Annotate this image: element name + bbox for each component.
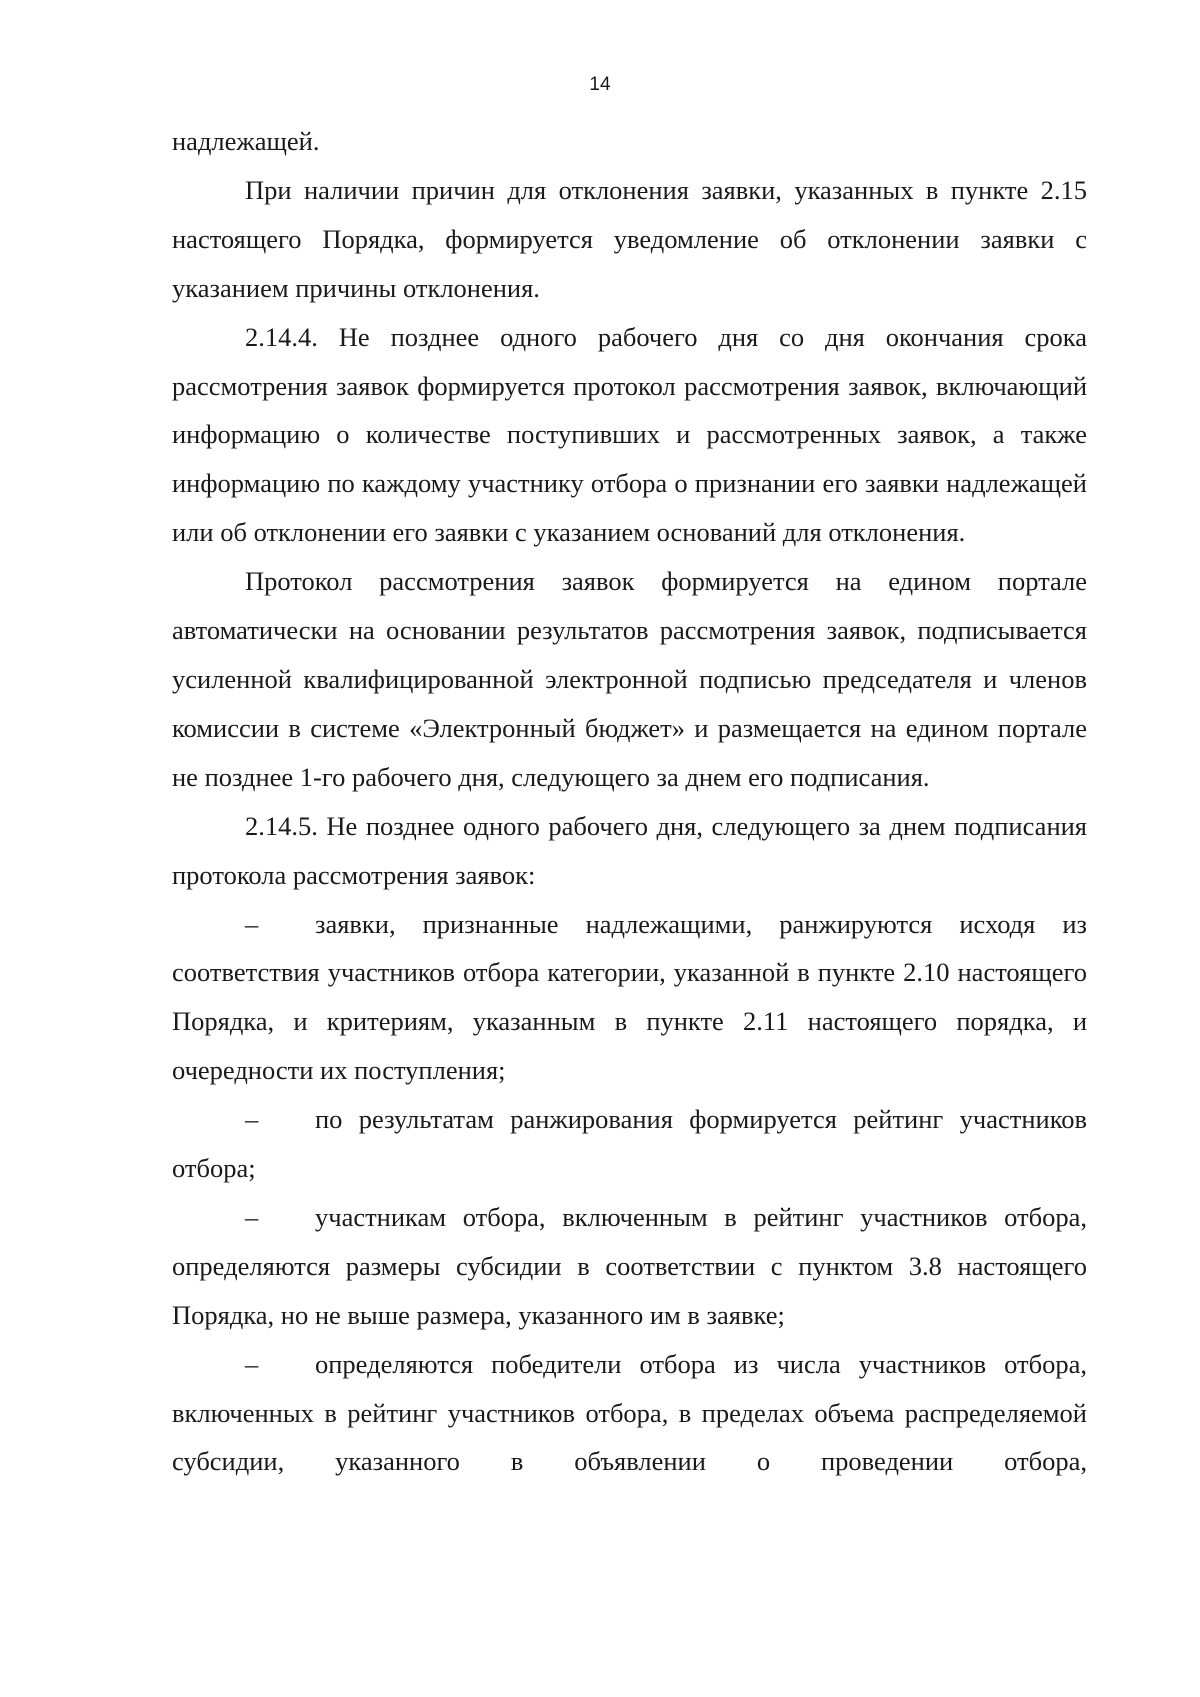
list-item-text: заявки, признанные надлежащими, ранжируются исходя из соответствия участников отбора категории, указанной в пункте 2.10 настоящего Порядка, и критериям, указанным в пункте 2.11 настоящего порядка, и очередности их поступления; [172, 908, 1087, 1086]
paragraph-protocol: Протокол рассмотрения заявок формируется на едином портале автоматически на основании результатов рассмотрения заявок, подписывается усиленной квалифицированной электронной подписью председателя и членов комиссии в системе «Электронный бюджет» и размещается на едином портале не позднее 1-го рабочего дня, следующего за днем его подписания. [172, 566, 1087, 792]
list-item-ranking [172, 900, 1087, 1096]
paragraph-continuation: надлежащей. [172, 126, 320, 156]
page-number: 14 [589, 74, 611, 95]
dash-marker: – [245, 1348, 259, 1379]
document-body [172, 117, 1087, 1486]
list-item-rating [172, 1095, 1087, 1193]
list-item-text: по результатам ранжирования формируется рейтинг участников отбора; [172, 1104, 1087, 1184]
dash-marker: – [245, 1104, 259, 1135]
list-item-winners [172, 1340, 1087, 1487]
list-item-text: определяются победители отбора из числа участников отбора, включенных в рейтинг участников отбора, в пределах объема распределяемой субсидии, указанного в объявлении о проведении отбора, [172, 1348, 1087, 1477]
list-item-text: участникам отбора, включенным в рейтинг участников отбора, определяются размеры субсидии в соответствии с пунктом 3.8 настоящего Порядка, но не выше размера, указанного им в заявке; [172, 1201, 1087, 1330]
paragraph-rejection-notice: При наличии причин для отклонения заявки, указанных в пункте 2.15 настоящего Порядка, формируется уведомление об отклонении заявки с указанием причины отклонения. [172, 174, 1087, 303]
paragraph-2-14-4: 2.14.4. Не позднее одного рабочего дня со дня окончания срока рассмотрения заявок формируется протокол рассмотрения заявок, включающий информацию о количестве поступивших и рассмотренных заявок, а также информацию по каждому участнику отбора о признании его заявки надлежащей или об отклонении его заявки с указанием оснований для отклонения. [172, 321, 1087, 548]
dash-marker: – [245, 1201, 259, 1232]
list-item-subsidy-size [172, 1193, 1087, 1340]
paragraph-2-14-5: 2.14.5. Не позднее одного рабочего дня, следующего за днем подписания протокола рассмотрения заявок: [172, 810, 1087, 890]
dash-marker: – [245, 908, 259, 939]
